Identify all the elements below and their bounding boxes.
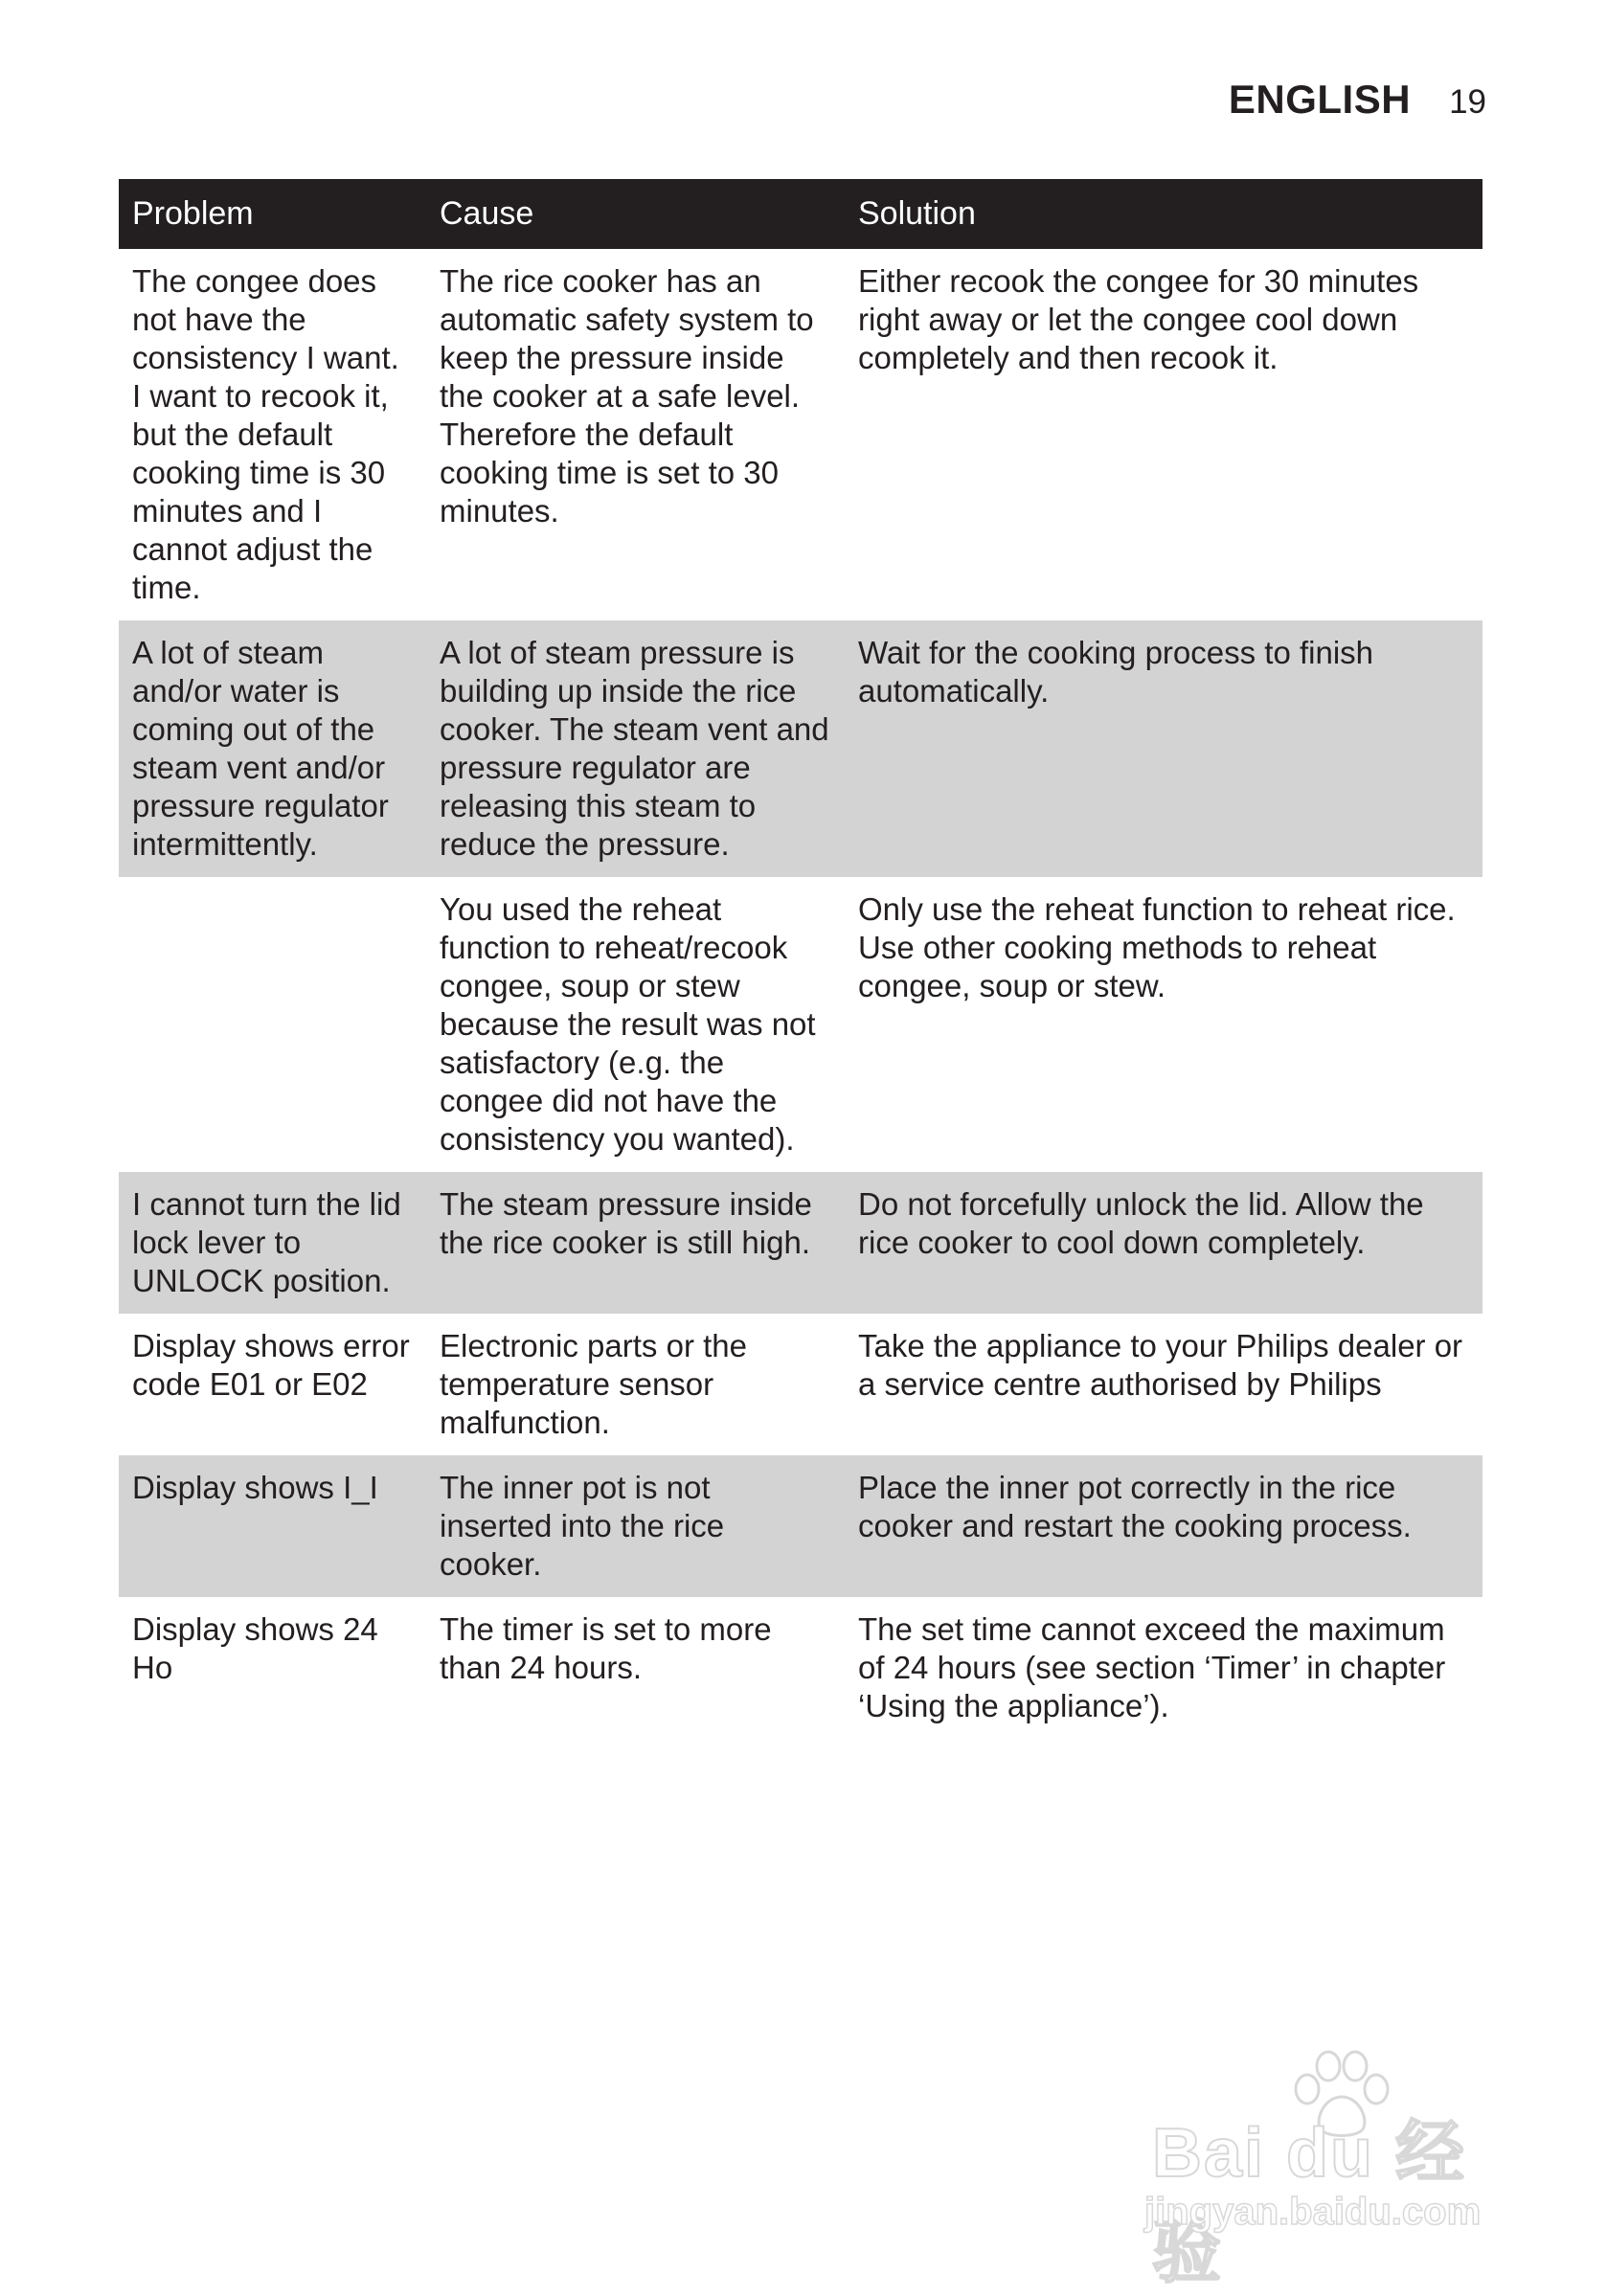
problem-cell: I cannot turn the lid lock lever to UNLOCK position.	[119, 1172, 426, 1314]
cause-cell: A lot of steam pressure is building up inside the rice cooker. The steam vent and pressure regulator are releasing this steam to reduce the pressure.	[426, 620, 845, 877]
table-row	[119, 1314, 1483, 1455]
cause-cell: The steam pressure inside the rice cooker is still high.	[426, 1172, 845, 1314]
table-row	[119, 877, 1483, 1172]
solution-cell: Either recook the congee for 30 minutes right away or let the congee cool down completely and then recook it.	[858, 263, 1419, 375]
cause-cell: Electronic parts or the temperature sensor malfunction.	[440, 1328, 747, 1440]
column-header-cause: Cause	[426, 179, 845, 249]
cause-cell: The timer is set to more than 24 hours.	[440, 1611, 772, 1685]
cause-cell: The rice cooker has an automatic safety system to keep the pressure inside the cooker at a safe level. Therefore the default cooking time is set to 30 minutes.	[440, 263, 814, 529]
cause-cell: You used the reheat function to reheat/recook congee, soup or stew because the result was not satisfactory (e.g. the congee did not have the consistency you wanted).	[440, 891, 816, 1157]
page-language: ENGLISH	[1228, 77, 1412, 122]
problem-cell: Display shows I_I	[119, 1455, 426, 1597]
problem-cell: A lot of steam and/or water is coming out of the steam vent and/or pressure regulator intermittently.	[119, 620, 426, 877]
problem-cell: Display shows 24 Ho	[132, 1611, 378, 1685]
watermark-brand: Bai du 经验	[1152, 2115, 1467, 2291]
baidu-watermark	[1144, 2049, 1528, 2291]
problem-cell	[119, 877, 426, 1172]
table-row	[119, 1172, 1483, 1314]
problem-cell: Display shows error code E01 or E02	[132, 1328, 410, 1402]
solution-cell: Place the inner pot correctly in the rice cooker and restart the cooking process.	[845, 1455, 1483, 1597]
watermark-url: jingyan.baidu.com	[1144, 2191, 1482, 2233]
solution-cell: Only use the reheat function to reheat rice. Use other cooking methods to reheat congee, soup or stew.	[858, 891, 1456, 1003]
table-row	[119, 620, 1483, 877]
table-row	[119, 1597, 1483, 1739]
table-row	[119, 1455, 1483, 1597]
column-header-solution: Solution	[845, 179, 1483, 249]
solution-cell: Do not forcefully unlock the lid. Allow the rice cooker to cool down completely.	[845, 1172, 1483, 1314]
table-row	[119, 249, 1483, 620]
troubleshooting-table	[119, 179, 1483, 1739]
solution-cell: The set time cannot exceed the maximum of 24 hours (see section ‘Timer’ in chapter ‘Using the appliance’).	[858, 1611, 1446, 1723]
page-number: 19	[1449, 83, 1486, 121]
page-header	[1229, 77, 1486, 123]
column-header-problem: Problem	[119, 179, 426, 249]
cause-cell: The inner pot is not inserted into the rice cooker.	[426, 1455, 845, 1597]
solution-cell: Wait for the cooking process to finish automatically.	[845, 620, 1483, 877]
table-header-row	[119, 179, 1483, 249]
problem-cell: The congee does not have the consistency I want. I want to recook it, but the default cooking time is 30 minutes and I cannot adjust the time.	[132, 263, 399, 605]
solution-cell: Take the appliance to your Philips dealer or a service centre authorised by Philips	[858, 1328, 1463, 1402]
